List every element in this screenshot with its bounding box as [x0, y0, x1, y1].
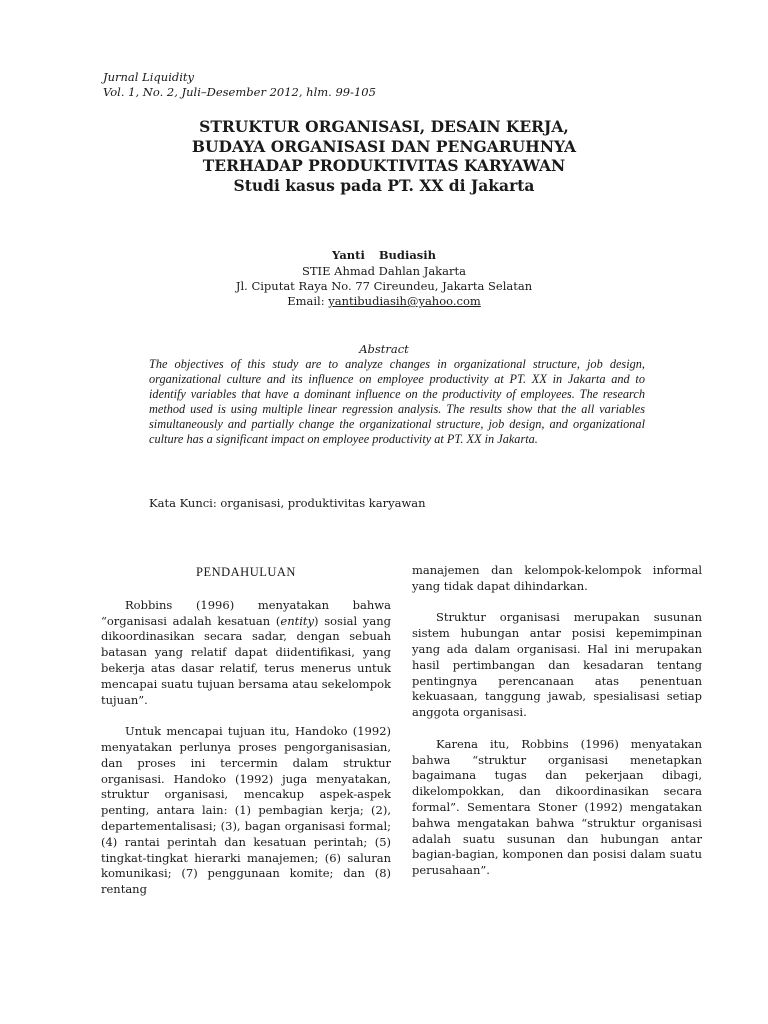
journal-volume: Vol. 1, No. 2, Juli–Desember 2012, hlm. 99-105 — [103, 84, 376, 99]
paragraph: Karena itu, Robbins (1996) menyatakan bahwa “struktur organisasi menetapkan bagaimana tugas dan pekerjaan dibagi, dikelompokkan, dan dikoordinasikan secara formal”. Sementara Stoner (1992) mengatakan bahwa mengatakan bahwa “struktur organisasi adalah suatu susunan dan hubungan antar bagian-bagian, komponen dan posisi dalam suatu perusahaan”. — [412, 736, 702, 878]
author-email-line — [0, 294, 768, 309]
paragraph-text: ) sosial yang dikoordinasikan secara sadar, dengan sebuah batasan yang relatif dapat diidentifikasi, yang bekerja atas dasar relatif, terus menerus untuk mencapai suatu tujuan bersama atau sekelompok tujuan”. — [101, 613, 391, 707]
paragraph — [101, 598, 391, 709]
paragraph: manajemen dan kelompok-kelompok informal yang tidak dapat dihindarkan. — [412, 563, 702, 593]
paper-title — [0, 117, 768, 195]
abstract-heading: Abstract — [359, 342, 409, 356]
author-block — [0, 248, 768, 309]
email-link[interactable]: yantibudiasih@yahoo.com — [328, 294, 481, 308]
title-line-3: TERHADAP PRODUKTIVITAS KARYAWAN — [202, 156, 566, 175]
journal-name: Jurnal Liquidity — [103, 70, 195, 84]
keywords: Kata Kunci: organisasi, produktivitas karyawan — [149, 496, 426, 510]
section-title: PENDAHULUAN — [196, 565, 296, 579]
emphasis-text: entity — [280, 613, 315, 628]
right-column — [412, 563, 702, 895]
author-name: Yanti Budiasih — [332, 248, 436, 262]
title-line-2: BUDAYA ORGANISASI DAN PENGARUHNYA — [191, 136, 577, 156]
abstract-text: The objectives of this study are to analyze changes in organizational structure, job design, organizational culture and its influence on employee productivity at PT. XX in Jakarta and to identify variables that have a dominant influence on the productivity of employees. The research method used is using multiple linear regression analysis. The results show that the all variables simultaneously and partially change the organizational structure, job design, and organizational culture has a significant impact on employee productivity at PT. XX in Jakarta. — [149, 357, 645, 447]
author-address: Jl. Ciputat Raya No. 77 Cireundeu, Jakarta Selatan — [235, 279, 533, 293]
paragraph-text: Robbins (1996) menyatakan bahwa “organisasi adalah kesatuan ( — [101, 597, 391, 628]
left-column — [101, 563, 391, 914]
email-label: Email: — [287, 294, 329, 308]
paragraph: Struktur organisasi merupakan susunan sistem hubungan antar posisi kepemimpinan yang ada dalam organisasi. Hal ini merupakan hasil pertimbangan dan kesadaran tentang pentingnya perencanaan atas penentuan kekuasaan, tanggung jawab, spesialisasi setiap anggota organisasi. — [412, 610, 702, 720]
title-line-1: STRUKTUR ORGANISASI, DESAIN KERJA, — [199, 117, 569, 136]
journal-header — [103, 70, 376, 99]
paper-subtitle: Studi kasus pada PT. XX di Jakarta — [233, 175, 535, 195]
paragraph: Untuk mencapai tujuan itu, Handoko (1992) menyatakan perlunya proses pengorganisasian, dan proses ini tercermin dalam struktur organisasi. Handoko (1992) juga menyatakan, struktur organisasi, mencakup aspek-aspek penting, antara lain: (1) pembagian kerja; (2), departementalisasi; (3), bagan organisasi formal; (4) rantai perintah dan kesatuan perintah; (5) tingkat-tingkat hierarki manajemen; (6) saluran komunikasi; (7) penggunaan komite; dan (8) rentang — [101, 724, 391, 897]
author-institution: STIE Ahmad Dahlan Jakarta — [302, 264, 466, 278]
